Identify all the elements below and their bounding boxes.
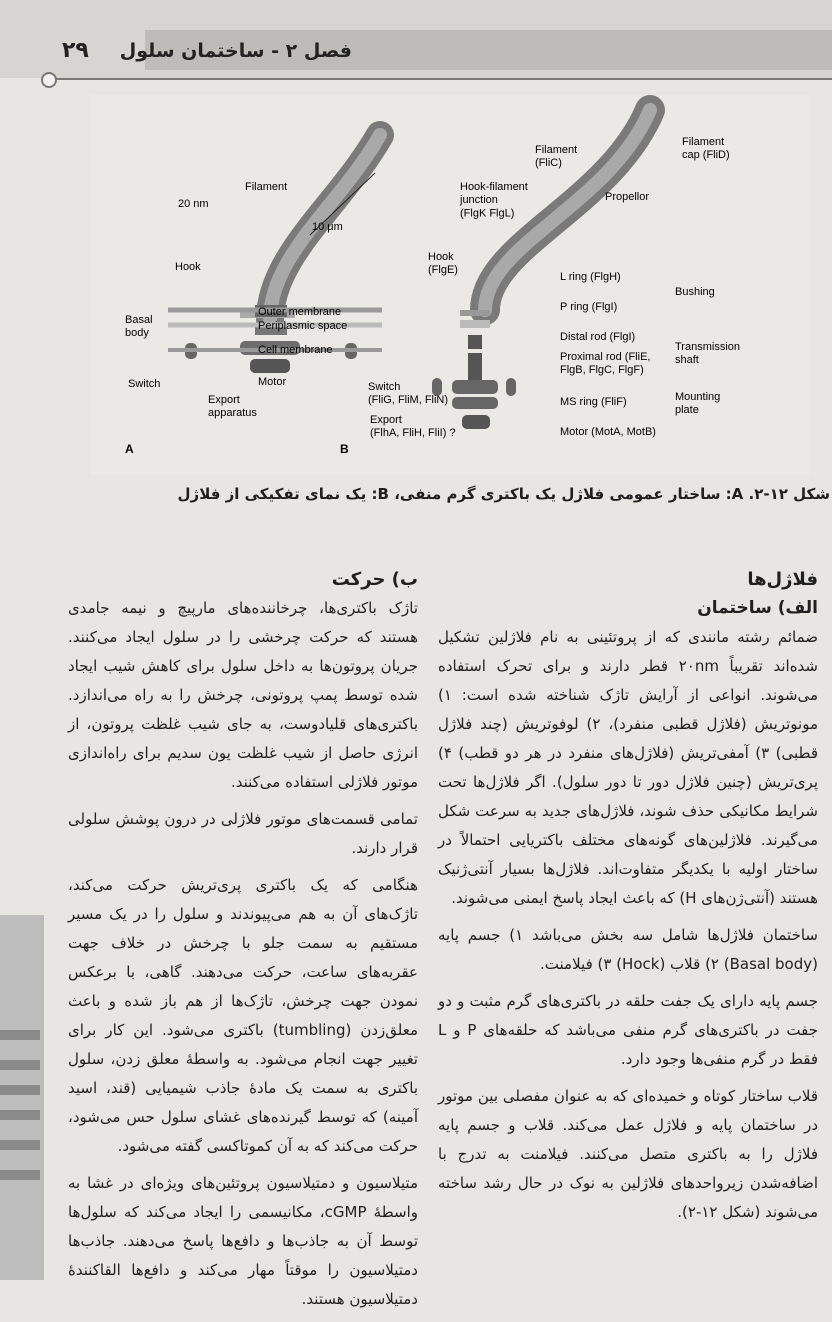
label-export-b: Export (FlhA, FliH, FliI) ?: [370, 414, 456, 440]
label-basal-body: Basal body: [125, 314, 153, 340]
label-switch-b: Switch (FliG, FliM, FliN): [368, 381, 449, 407]
label-filament-cap: Filament cap (FliD): [682, 136, 730, 162]
label-ms-ring: MS ring (FliF): [560, 396, 627, 408]
header-dot: [41, 72, 57, 88]
label-motor-b: Motor (MotA, MotB): [560, 426, 656, 438]
panel-b-label: B: [340, 442, 349, 456]
label-20nm: 20 nm: [178, 198, 209, 210]
label-p-ring: P ring (FlgI): [560, 301, 618, 313]
label-hook: Hook: [175, 261, 201, 273]
panel-a-label: A: [125, 442, 134, 456]
label-mounting-plate: Mounting plate: [675, 391, 721, 417]
left-heading: ب) حرکت: [331, 569, 418, 590]
label-periplasmic: Periplasmic space: [258, 320, 348, 332]
label-10um: 10 μm: [312, 221, 343, 233]
right-subheading: الف) ساختمان: [697, 598, 818, 618]
flagellum-figure: [90, 95, 810, 475]
flagellum-diagram: [90, 95, 810, 475]
page-edge-stripes: [0, 915, 44, 1280]
label-hook-filament-junction: Hook-filament junction (FlgK FlgL): [460, 181, 528, 220]
label-export-apparatus: Export apparatus: [208, 394, 257, 420]
label-filament: Filament: [245, 181, 288, 193]
header-rule: [55, 78, 832, 80]
right-column: [438, 565, 818, 1235]
right-paragraph: ضمائم رشته مانندی که از پروتئینی به نام فلاژلین تشکیل شده‌اند تقریباً ۲۰nm قطر دارند و برای تحرک استفاده می‌شوند. انواعی از آرایش تاژک شناخته شده است: ۱) مونوتریش (فلاژل قطبی منفرد)، ۲) لوفوتریش (چند فلاژل قطبی) ۳) آمفی‌تریش (فلاژل‌های منفرد در هر دو قطب) ۴) پری‌تریش (چنین فلاژل دور تا دور سلول). اگر فلاژل‌ها تحت شرایط مکانیکی حذف شوند، فلاژل‌های جدید به سرعت شکل می‌گیرند. فلاژلین‌های گونه‌های مختلف باکتریایی احتمالاً در ساختار اولیه با یکدیگر متفاوت‌اند. فلاژل‌ها بسیار آنتی‌ژنیک هستند (آنتی‌ژن‌های H) که باعث ایجاد پاسخ ایمنی می‌شوند.: [438, 628, 818, 907]
label-switch-a: Switch: [128, 378, 161, 390]
label-proximal-rod: Proximal rod (FliE, FlgB, FlgC, FlgF): [560, 351, 651, 377]
right-paragraph: جسم پایه دارای یک جفت حلقه در باکتری‌های گرم مثبت و دو جفت در باکتری‌های گرم منفی می‌باشد که حلقه‌های P و L فقط در گرم منفی‌ها وجود دارد.: [438, 992, 818, 1068]
left-paragraph: تمامی قسمت‌های موتور فلاژلی در درون پوشش سلولی قرار دارند.: [68, 810, 418, 857]
right-heading: فلاژل‌ها: [747, 569, 818, 590]
left-paragraph: هنگامی که یک باکتری پری‌تریش حرکت می‌کند، تاژک‌های آن به هم می‌پیوندند و سلول را در یک مسیر مستقیم به سمت جلو با چرخش در خلاف جهت عقربه‌های ساعت، حرکت می‌دهند. گاهی، با برعکس نمودن جهت چرخش، تاژک‌ها از هم باز شده و باعث معلق‌زدن (tumbling) باکتری می‌شود. این کار برای تغییر جهت انجام می‌شود. به واسطهٔ معلق زدن، سلول باکتری به سمت یک مادهٔ جاذب شیمیایی (قند، اسید آمینه) که توسط گیرنده‌های غشای سلول حس می‌شود، حرکت می‌کند که به آن کموتاکسی گفته می‌شود.: [68, 876, 419, 1155]
label-outer-membrane: Outer membrane: [258, 306, 342, 318]
right-paragraph: قلاب ساختار کوتاه و خمیده‌ای که به عنوان مفصلی بین موتور در ساختمان پایه و فلاژل عمل می‌کند. قلاب و جسم پایه فلاژل را به باکتری متصل می‌کنند. فیلامنت به تدرج با اضافه‌شدن زیرواحدهای فلاژلین به نوک در حال رشد ساخته می‌شوند (شکل ۱۲-۲).: [438, 1087, 818, 1221]
label-filament-flic: Filament (FliC): [535, 144, 578, 170]
figure-caption: شکل ۱۲-۲. A: ساختار عمومی فلاژل یک باکتری گرم منفی، B: یک نمای تفکیکی از فلاژل: [177, 485, 830, 503]
label-motor-a: Motor: [258, 376, 287, 388]
label-bushing: Bushing: [675, 286, 715, 298]
right-paragraph: ساختمان فلاژل‌ها شامل سه بخش می‌باشد ۱) جسم پایه (Basal body) ۲) قلاب (Hock) ۳) فیلامنت.: [438, 926, 818, 973]
label-transmission-shaft: Transmission shaft: [675, 341, 740, 367]
label-hook-flge: Hook (FlgE): [428, 251, 458, 277]
label-l-ring: L ring (FlgH): [560, 271, 621, 283]
left-paragraph: متیلاسیون و دمتیلاسیون پروتئین‌های ویژه‌ای در غشا به واسطهٔ cGMP، مکانیسمی را ایجاد می‌کند که سلول‌ها توسط آن به جاذب‌ها و دافع‌ها پاسخ می‌دهند. جاذب‌ها دمتیلاسیون را موقتاً مهار می‌کند و دافع‌ها القاکنندهٔ دمتیلاسیون هستند.: [68, 1174, 418, 1308]
label-cell-membrane: Cell membrane: [258, 344, 333, 356]
chapter-title: فصل ۲ - ساختمان سلول: [119, 40, 352, 62]
label-distal-rod: Distal rod (FlgI): [560, 331, 636, 343]
left-column: [68, 565, 418, 1322]
label-propellor: Propellor: [605, 191, 650, 203]
left-paragraph: تاژک باکتری‌ها، چرخاننده‌های مارپیچ و نیمه جامدی هستند که حرکت چرخشی را در سلول ایجاد می‌کنند. جریان پروتون‌ها به داخل سلول برای کاهش شیب ایجاد شده توسط پمپ پروتونی، چرخش را به راه می‌اندازد. باکتری‌های قلیادوست، به جای شیب غلظت پروتون، از انرژی حاصل از شیب غلظت یون سدیم برای راه‌اندازی موتور فلاژلی استفاده می‌کنند.: [68, 599, 418, 791]
page-number: ۲۹: [62, 38, 89, 63]
